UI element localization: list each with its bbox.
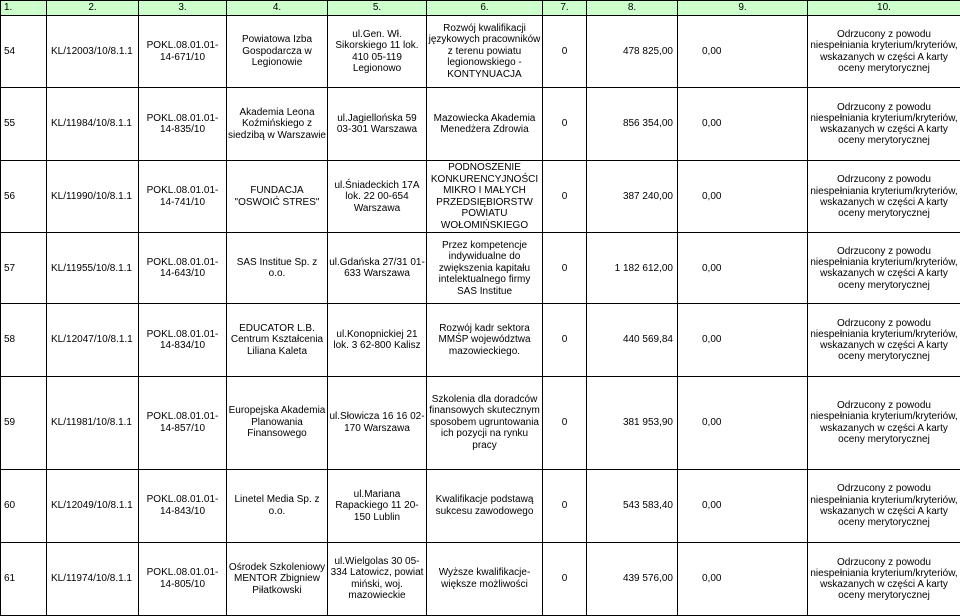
row-zero-amount: 0,00 — [678, 233, 808, 304]
row-title: PODNOSZENIE KONKURENCYJNOŚCI MIKRO I MAŁYCH PRZEDSIĘBIORSTW POWIATU WOŁOMIŃSKIEGO — [427, 161, 543, 233]
row-code: POKL.08.01.01-14-671/10 — [139, 16, 227, 88]
row-code: POKL.08.01.01-14-835/10 — [139, 88, 227, 161]
row-address: ul.Gdańska 27/31 01-633 Warszawa — [328, 233, 427, 304]
row-code: POKL.08.01.01-14-741/10 — [139, 161, 227, 233]
table-row — [1, 542, 960, 615]
row-number: KL/11955/10/8.1.1 — [47, 233, 139, 304]
table-row — [1, 161, 960, 233]
row-applicant: SAS Institue Sp. z o.o. — [227, 233, 328, 304]
row-decision: Odrzucony z powodu niespełniania kryterium/kryteriów, wskazanych w części A karty oceny merytorycznej — [808, 88, 960, 161]
table-row — [1, 469, 960, 542]
header-cell: 4. — [227, 1, 328, 16]
row-decision: Odrzucony z powodu niespełniania kryterium/kryteriów, wskazanych w części A karty oceny merytorycznej — [808, 233, 960, 304]
row-title: Rozwój kadr sektora MMŚP województwa mazowieckiego. — [427, 304, 543, 376]
row-code: POKL.08.01.01-14-805/10 — [139, 542, 227, 615]
row-zero-amount: 0,00 — [678, 376, 808, 469]
row-amount: 478 825,00 — [587, 16, 678, 88]
row-number: KL/11981/10/8.1.1 — [47, 376, 139, 469]
table-row — [1, 88, 960, 161]
row-title: Wyższe kwalifikacje-większe możliwości — [427, 542, 543, 615]
row-decision: Odrzucony z powodu niespełniania kryterium/kryteriów, wskazanych w części A karty oceny merytorycznej — [808, 376, 960, 469]
row-zero: 0 — [543, 16, 587, 88]
row-zero-amount: 0,00 — [678, 88, 808, 161]
table-row — [1, 304, 960, 376]
row-address: ul.Wielgolas 30 05-334 Latowicz, powiat miński, woj. mazowieckie — [328, 542, 427, 615]
row-address: ul.Słowicza 16 16 02-170 Warszawa — [328, 376, 427, 469]
row-zero: 0 — [543, 88, 587, 161]
row-zero: 0 — [543, 304, 587, 376]
row-amount: 440 569,84 — [587, 304, 678, 376]
row-number: KL/12047/10/8.1.1 — [47, 304, 139, 376]
row-title: Szkolenia dla doradców finansowych skutecznym sposobem ugruntowania ich pozycji na rynku pracy — [427, 376, 543, 469]
row-address: ul.Konopnickiej 21 lok. 3 62-800 Kalisz — [328, 304, 427, 376]
row-amount: 381 953,90 — [587, 376, 678, 469]
row-applicant: FUNDACJA "OSWOIĆ STRES" — [227, 161, 328, 233]
header-cell: 3. — [139, 1, 227, 16]
header-cell: 7. — [543, 1, 587, 16]
row-zero-amount: 0,00 — [678, 469, 808, 542]
row-zero: 0 — [543, 469, 587, 542]
row-amount: 1 182 612,00 — [587, 233, 678, 304]
row-code: POKL.08.01.01-14-857/10 — [139, 376, 227, 469]
row-title: Rozwój kwalifikacji językowych pracowników z terenu powiatu legionowskiego - KONTYNUACJA — [427, 16, 543, 88]
row-decision: Odrzucony z powodu niespełniania kryterium/kryteriów, wskazanych w części A karty oceny merytorycznej — [808, 16, 960, 88]
row-applicant: Europejska Akademia Planowania Finansowego — [227, 376, 328, 469]
row-zero-amount: 0,00 — [678, 304, 808, 376]
row-amount: 387 240,00 — [587, 161, 678, 233]
row-number: KL/11990/10/8.1.1 — [47, 161, 139, 233]
header-cell: 1. — [1, 1, 47, 16]
row-decision: Odrzucony z powodu niespełniania kryterium/kryteriów, wskazanych w części A karty oceny merytorycznej — [808, 469, 960, 542]
header-cell: 2. — [47, 1, 139, 16]
row-applicant: Ośrodek Szkoleniowy MENTOR Zbigniew Piłatkowski — [227, 542, 328, 615]
row-address: ul.Śniadeckich 17A lok. 22 00-654 Warszawa — [328, 161, 427, 233]
row-number: KL/11974/10/8.1.1 — [47, 542, 139, 615]
row-title: Przez kompetencje indywidualne do zwiększenia kapitału intelektualnego firmy SAS Institue — [427, 233, 543, 304]
row-number: KL/12003/10/8.1.1 — [47, 16, 139, 88]
header-cell: 5. — [328, 1, 427, 16]
row-decision: Odrzucony z powodu niespełniania kryterium/kryteriów, wskazanych w części A karty oceny merytorycznej — [808, 542, 960, 615]
row-code: POKL.08.01.01-14-834/10 — [139, 304, 227, 376]
row-lp: 61 — [1, 542, 47, 615]
table-row — [1, 16, 960, 88]
header-cell: 6. — [427, 1, 543, 16]
header-cell: 9. — [678, 1, 808, 16]
row-decision: Odrzucony z powodu niespełniania kryterium/kryteriów, wskazanych w części A karty oceny merytorycznej — [808, 161, 960, 233]
row-decision: Odrzucony z powodu niespełniania kryterium/kryteriów, wskazanych w części A karty oceny merytorycznej — [808, 304, 960, 376]
row-lp: 55 — [1, 88, 47, 161]
row-address: ul.Mariana Rapackiego 11 20-150 Lublin — [328, 469, 427, 542]
row-zero-amount: 0,00 — [678, 16, 808, 88]
row-zero: 0 — [543, 542, 587, 615]
row-lp: 59 — [1, 376, 47, 469]
row-zero: 0 — [543, 376, 587, 469]
row-applicant: EDUCATOR L.B. Centrum Kształcenia Liliana Kaleta — [227, 304, 328, 376]
row-zero-amount: 0,00 — [678, 542, 808, 615]
row-number: KL/12049/10/8.1.1 — [47, 469, 139, 542]
row-code: POKL.08.01.01-14-643/10 — [139, 233, 227, 304]
header-cell: 10. — [808, 1, 960, 16]
row-lp: 58 — [1, 304, 47, 376]
row-applicant: Akademia Leona Koźmińskiego z siedzibą w Warszawie — [227, 88, 328, 161]
row-amount: 856 354,00 — [587, 88, 678, 161]
row-zero: 0 — [543, 233, 587, 304]
table-row — [1, 376, 960, 469]
row-lp: 60 — [1, 469, 47, 542]
row-lp: 57 — [1, 233, 47, 304]
row-title: Kwalifikacje podstawą sukcesu zawodowego — [427, 469, 543, 542]
row-amount: 439 576,00 — [587, 542, 678, 615]
row-applicant: Linetel Media Sp. z o.o. — [227, 469, 328, 542]
row-title: Mazowiecka Akademia Menedżera Zdrowia — [427, 88, 543, 161]
row-address: ul.Gen. Wł. Sikorskiego 11 lok. 410 05-119 Legionowo — [328, 16, 427, 88]
row-number: KL/11984/10/8.1.1 — [47, 88, 139, 161]
row-zero: 0 — [543, 161, 587, 233]
row-zero-amount: 0,00 — [678, 161, 808, 233]
row-code: POKL.08.01.01-14-843/10 — [139, 469, 227, 542]
table-row — [1, 233, 960, 304]
row-lp: 56 — [1, 161, 47, 233]
row-applicant: Powiatowa Izba Gospodarcza w Legionowie — [227, 16, 328, 88]
header-row — [1, 1, 960, 16]
row-amount: 543 583,40 — [587, 469, 678, 542]
header-cell: 8. — [587, 1, 678, 16]
row-lp: 54 — [1, 16, 47, 88]
row-address: ul.Jagiellońska 59 03-301 Warszawa — [328, 88, 427, 161]
